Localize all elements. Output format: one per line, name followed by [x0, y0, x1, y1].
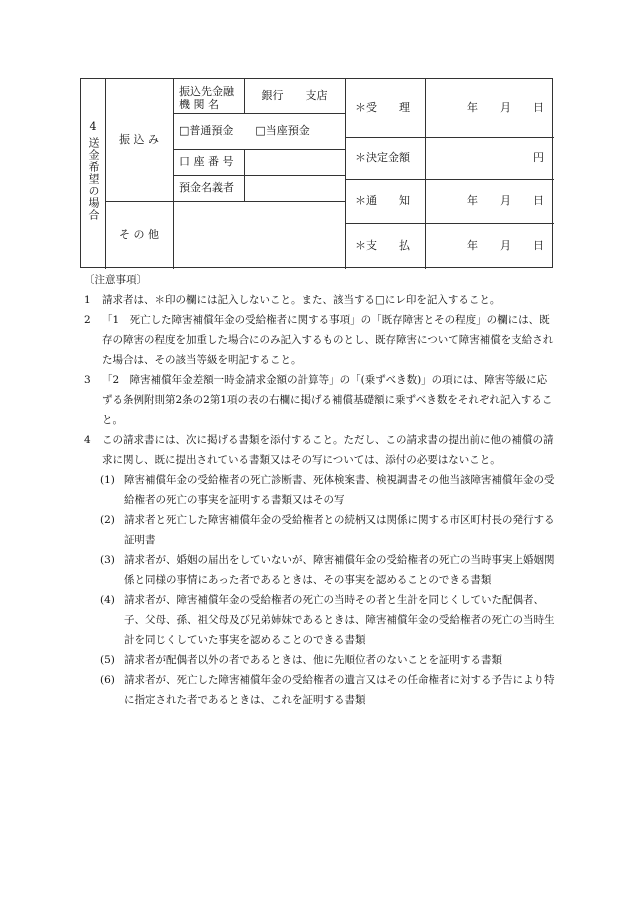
ordinary-deposit-checkbox[interactable]: □普通預金 [179, 124, 234, 137]
payment-date: 年 月 日 [467, 239, 544, 252]
section-number: 4 [89, 120, 97, 133]
note-item: 3 「2 障害補償年金差額一時金請求金額の計算等」の「(乗ずべき数)」の項には、障害等級に応ずる条例附則第2条の2第1項の表の右欄に掲げる補償基礎額に乗ずべき数をそれぞれ記入すること。 [84, 374, 553, 426]
notice-label: ＊通 知 [355, 194, 410, 207]
note-item: 4 この請求書には、次に掲げる書類を添付すること。ただし、この請求書の提出前に他の補償の請求に関し、既に提出されている書類又はその写については、添付の必要はないこと。 [84, 434, 554, 466]
decided-amount-label: ＊決定金額 [355, 151, 410, 164]
note-subitem: (6) 請求者が、死亡した障害補償年金の受給権者の遺言又はその任命権者に対する予告により特に指定された者であるときは、これを証明する書類 [100, 674, 555, 706]
account-number-label: 口 座 番 号 [179, 155, 234, 168]
other-label: そ の 他 [119, 228, 159, 241]
bank-name-field[interactable]: 銀行 支店 [261, 89, 328, 102]
deposit-type-row [173, 113, 345, 149]
note-subitem: (3) 請求者が、婚姻の届出をしていないが、障害補償年金の受給権者の死亡の当時事実上婚姻関係と同様の事情にあった者であるときは、その事実を認めることのできる書類 [100, 554, 555, 586]
transfer-label: 振 込 み [119, 133, 159, 146]
other-value-field[interactable] [173, 201, 345, 269]
note-subitem: (1) 障害補償年金の受給権者の死亡診断書、死体検案書、検視調書その他当該障害補償年金の受給権者の死亡の事実を証明する書類又はその写 [100, 474, 555, 506]
account-holder-field[interactable] [244, 175, 345, 201]
notes-heading: 〔注意事項〕 [84, 274, 147, 286]
note-subitem: (5) 請求者が配偶者以外の者であるときは、他に先順位者のないことを証明する書類 [100, 654, 502, 666]
decided-amount-value: 円 [533, 151, 544, 164]
note-subitem: (2) 請求者と死亡した障害補償年金の受給権者との続柄又は関係に関する市区町村長の発行する証明書 [100, 514, 555, 546]
notice-date: 年 月 日 [467, 194, 544, 207]
section-label: 送金希望の場合 [87, 137, 100, 221]
bank-name-label: 振込先金融 機 関 名 [179, 85, 234, 111]
receipt-label: ＊受 理 [355, 101, 410, 114]
receipt-date: 年 月 日 [467, 101, 544, 114]
account-number-field[interactable] [244, 149, 345, 175]
note-item: 1 請求者は、＊印の欄には記入しないこと。また、該当する□にレ印を記入すること。 [84, 294, 501, 306]
payment-label: ＊支 払 [355, 239, 410, 252]
note-item: 2 「1 死亡した障害補償年金の受給権者に関する事項」の「既存障害とその程度」の欄には、既存の障害の程度を加重した場合にのみ記入するものとし、既存障害について障害補償を支給された場合は、その該当等級を明記すること。 [84, 314, 554, 366]
current-deposit-checkbox[interactable]: □当座預金 [255, 124, 310, 137]
notes-section [84, 270, 556, 710]
remittance-form-table [80, 78, 553, 268]
section-number-cell [81, 79, 105, 269]
account-holder-label: 預金名義者 [179, 181, 234, 194]
note-subitem: (4) 請求者が、障害補償年金の受給権者の死亡の当時その者と生計を同じくしていた配偶者、子、父母、孫、祖父母及び兄弟姉妹であるときは、障害補償年金の受給権者の死亡の当時生計を同じくしていた事実を認めることのできる書類 [100, 594, 555, 646]
